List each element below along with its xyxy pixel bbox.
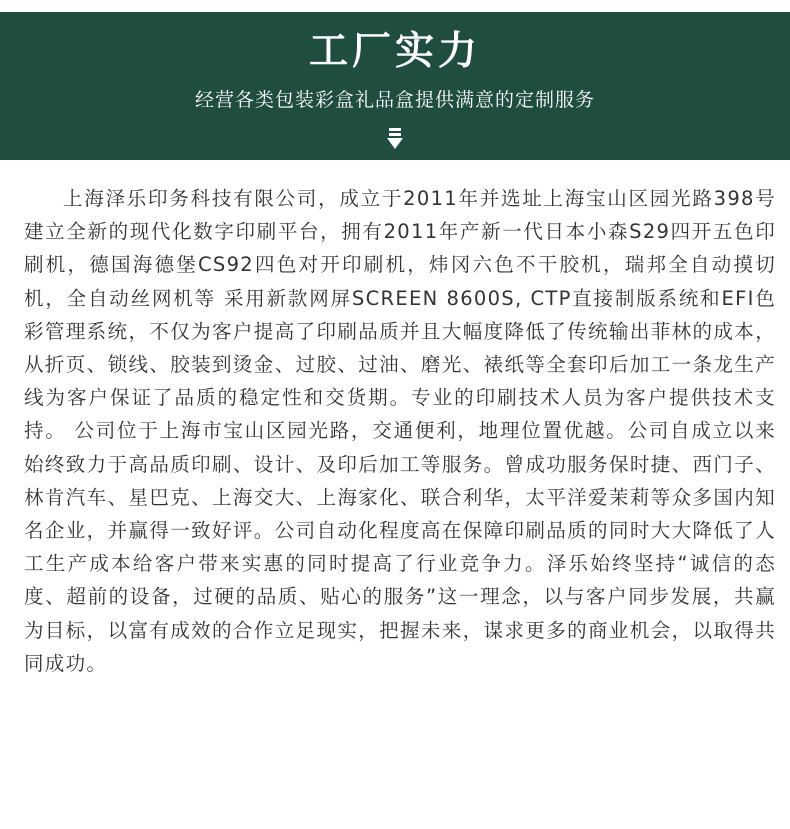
header-banner bbox=[0, 12, 790, 160]
page-subtitle: 经营各类包装彩盒礼品盒提供满意的定制服务 bbox=[194, 89, 595, 111]
top-margin bbox=[0, 0, 790, 12]
company-description: 上海泽乐印务科技有限公司，成立于2011年并选址上海宝山区园光路398号建立全新的现代化数字印刷平台，拥有2011年产新一代日本小森S29四开五色印刷机，德国海德堡CS92四色对开印刷机，炜冈六色不干胶机，瑞邦全自动摸切机，全自动丝网机等 采用新款网屏SCREEN 8600S, CTP直接制版系统和EFI色彩管理系统，不仅为客户提高了印刷品质并且大幅度降低了传统输出菲林的成本，从折页、锁线、胶装到烫金、过胶、过油、磨光、裱纸等全套印后加工一条龙生产线为客户保证了品质的稳定性和交货期。专业的印刷技术人员为客户提供技术支持。 公司位于上海市宝山区园光路，交通便利，地理位置优越。公司自成立以来始终致力于高品质印刷、设计、及印后加工等服务。曾成功服务保时捷、西门子、林肯汽车、星巴克、上海交大、上海家化、联合利华，太平洋爱茉莉等众多国内知名企业，并赢得一致好评。公司自动化程度高在保障印刷品质的同时大大降低了人工生产成本给客户带来实惠的同时提高了行业竞争力。泽乐始终坚持“诚信的态度、超前的设备，过硬的品质、贴心的服务”这一理念，以与客户同步发展，共赢为目标，以富有成效的合作立足现实，把握未来，谋求更多的商业机会，以取得共同成功。 bbox=[24, 187, 776, 675]
down-arrow-icon bbox=[386, 128, 404, 150]
page-title: 工厂实力 bbox=[308, 29, 481, 74]
